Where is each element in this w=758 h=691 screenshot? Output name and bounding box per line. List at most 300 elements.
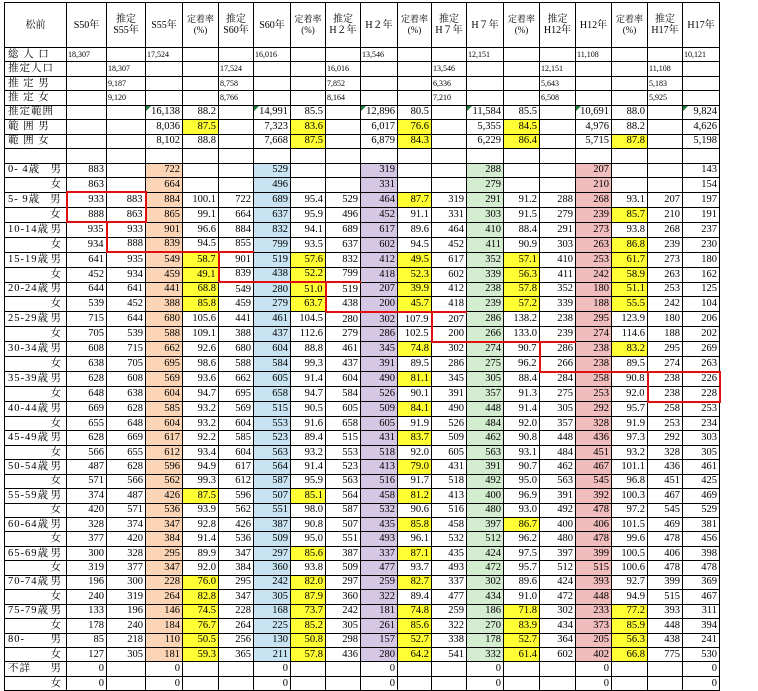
age-value: 200 [361, 297, 398, 312]
estimate-value: 16,016 [326, 62, 361, 76]
age-value: 357 [467, 387, 504, 402]
age-group-label [5, 633, 67, 647]
age-value: 424 [467, 546, 504, 560]
age-value: 436 [576, 431, 612, 445]
age-value: 96.2 [504, 532, 540, 546]
estimate-value [146, 62, 183, 76]
age-value [291, 177, 326, 192]
age-value: 85.7 [612, 207, 648, 222]
age-value [398, 676, 432, 690]
spacer-cell [432, 149, 467, 163]
age-value: 566 [107, 474, 146, 488]
age-value: 49.5 [398, 252, 432, 267]
age-value [648, 177, 683, 192]
age-value: 39.9 [398, 282, 432, 297]
range-value [648, 105, 683, 119]
age-value: 286 [361, 327, 398, 342]
age-value: 360 [326, 590, 361, 604]
sex-female-label: 女 [50, 388, 62, 400]
total-value [612, 48, 648, 62]
age-value: 61.7 [612, 252, 648, 267]
sex-male-label: 男 [50, 373, 62, 385]
range-value: 87.8 [612, 134, 648, 148]
range-value [648, 134, 683, 148]
age-value: 90.7 [504, 460, 540, 474]
total-value: 11,108 [576, 48, 612, 62]
estimate-value: 5,643 [540, 76, 576, 90]
estimate-value [291, 62, 326, 76]
age-value [612, 676, 648, 690]
age-value: 88.4 [504, 222, 540, 237]
age-value: 79.0 [398, 460, 432, 474]
estimate-value [398, 62, 432, 76]
age-value: 202 [683, 327, 720, 342]
age-value: 469 [648, 518, 683, 532]
age-value: 89.4 [291, 431, 326, 445]
age-value: 76.0 [183, 575, 219, 589]
age-value: 608 [67, 342, 107, 357]
age-value: 539 [107, 327, 146, 342]
age-value: 228 [219, 604, 254, 618]
age-value [612, 662, 648, 676]
age-value: 239 [540, 327, 576, 342]
range-value: 12,896 [361, 105, 398, 119]
spacer-cell [291, 149, 326, 163]
spacer-cell [107, 149, 146, 163]
age-value: 96.6 [183, 222, 219, 237]
estimate-value [398, 91, 432, 105]
total-value [291, 48, 326, 62]
estimate-value [612, 91, 648, 105]
age-value: 347 [219, 590, 254, 604]
sex-female-label: 女 [50, 328, 62, 340]
age-range-text: 60-64歳 [8, 518, 49, 530]
age-value: 438 [326, 297, 361, 312]
age-value: 901 [219, 252, 254, 267]
age-value: 303 [683, 431, 720, 445]
age-value: 456 [683, 532, 720, 546]
sex-male-label: 男 [50, 253, 62, 265]
age-value: 420 [107, 532, 146, 546]
age-value: 210 [648, 207, 683, 222]
age-value: 515 [576, 561, 612, 575]
spacer-cell [219, 149, 254, 163]
age-value: 57.2 [504, 297, 540, 312]
age-value: 437 [326, 357, 361, 372]
age-value: 637 [326, 237, 361, 252]
age-value: 279 [254, 297, 291, 312]
age-value: 452 [432, 237, 467, 252]
column-header: S55年 [146, 3, 183, 48]
age-value: 722 [219, 192, 254, 207]
range-value [540, 134, 576, 148]
age-value: 91.5 [504, 207, 540, 222]
age-value: 448 [648, 619, 683, 633]
age-value: 715 [107, 342, 146, 357]
age-value [648, 676, 683, 690]
age-value: 529 [683, 503, 720, 517]
age-value: 90.6 [398, 503, 432, 517]
age-value: 230 [683, 237, 720, 252]
age-value: 93.2 [183, 416, 219, 430]
age-value: 233 [576, 604, 612, 618]
age-value: 571 [107, 503, 146, 517]
age-value: 608 [107, 372, 146, 387]
age-group-label [5, 561, 67, 575]
estimate-value [67, 91, 107, 105]
age-value: 0 [254, 676, 291, 690]
age-value: 587 [326, 503, 361, 517]
estimate-value [254, 76, 291, 90]
age-value: 105.6 [183, 312, 219, 327]
range-value: 10,691 [576, 105, 612, 119]
age-value: 339 [540, 297, 576, 312]
age-value: 655 [67, 416, 107, 430]
age-value: 431 [432, 460, 467, 474]
age-value: 337 [432, 575, 467, 589]
estimate-value: 5,183 [648, 76, 683, 90]
age-group-label [5, 619, 67, 633]
age-value [648, 163, 683, 177]
age-value: 58.7 [183, 252, 219, 267]
age-value: 397 [540, 546, 576, 560]
age-value: 264 [146, 590, 183, 604]
age-value: 509 [326, 561, 361, 575]
age-value [432, 177, 467, 192]
age-value: 563 [540, 474, 576, 488]
age-value: 855 [219, 237, 254, 252]
estimate-value: 17,524 [219, 62, 254, 76]
age-value: 87.5 [183, 489, 219, 503]
range-value: 84.5 [504, 120, 540, 134]
column-header: 定着率 (%) [291, 3, 326, 48]
age-value: 228 [683, 387, 720, 402]
age-value: 319 [67, 561, 107, 575]
age-value: 91.7 [398, 474, 432, 488]
age-value [291, 662, 326, 676]
age-value: 96.8 [612, 474, 648, 488]
age-value: 596 [219, 489, 254, 503]
age-value: 94.9 [183, 460, 219, 474]
age-value: 507 [326, 518, 361, 532]
age-value: 238 [576, 357, 612, 372]
age-value: 258 [648, 402, 683, 417]
age-value: 85.6 [398, 619, 432, 633]
age-value: 0 [576, 662, 612, 676]
age-value: 319 [361, 163, 398, 177]
age-value: 64.2 [398, 647, 432, 661]
age-value: 532 [432, 532, 467, 546]
estimate-value [291, 91, 326, 105]
age-value: 90.1 [398, 387, 432, 402]
estimate-value [146, 76, 183, 90]
age-value: 571 [67, 474, 107, 488]
age-value: 286 [467, 312, 504, 327]
age-value: 322 [432, 619, 467, 633]
age-value: 188 [576, 297, 612, 312]
range-value [107, 105, 146, 119]
age-value: 186 [467, 604, 504, 618]
age-value: 628 [67, 372, 107, 387]
estimate-value [67, 62, 107, 76]
age-group-label [5, 445, 67, 459]
age-value: 394 [683, 619, 720, 633]
age-value: 0 [146, 676, 183, 690]
spacer-cell [540, 149, 576, 163]
age-value: 295 [576, 312, 612, 327]
age-group-label [5, 252, 67, 267]
age-value: 292 [576, 402, 612, 417]
total-value [219, 48, 254, 62]
row-label: 総 人 口 [5, 48, 67, 62]
sex-male-label: 男 [50, 283, 62, 295]
age-value: 628 [107, 402, 146, 417]
age-value: 516 [361, 474, 398, 488]
age-value: 178 [467, 633, 504, 647]
range-value: 83.6 [291, 120, 326, 134]
age-value: 83.7 [398, 431, 432, 445]
age-value [107, 662, 146, 676]
age-value: 240 [107, 619, 146, 633]
age-value: 93.2 [612, 445, 648, 459]
age-value: 604 [146, 387, 183, 402]
age-group-label [5, 177, 67, 192]
age-value: 274 [467, 342, 504, 357]
spacer-cell [361, 149, 398, 163]
age-value: 461 [254, 312, 291, 327]
age-value: 605 [326, 402, 361, 417]
column-header: 推定 S60年 [219, 3, 254, 48]
estimate-value: 9,120 [107, 91, 146, 105]
age-value: 588 [219, 357, 254, 372]
age-value: 84.1 [398, 402, 432, 417]
age-group-label [5, 267, 67, 282]
age-value: 303 [540, 237, 576, 252]
age-value: 110 [146, 633, 183, 647]
spacer-cell [146, 149, 183, 163]
age-value: 100.5 [612, 546, 648, 560]
spacer-cell [612, 149, 648, 163]
age-value: 50.8 [291, 633, 326, 647]
age-value: 181 [146, 647, 183, 661]
age-value: 263 [648, 267, 683, 282]
age-value: 292 [648, 431, 683, 445]
age-value: 398 [683, 546, 720, 560]
sex-male-label: 男 [50, 402, 62, 414]
sex-female-label: 女 [50, 533, 62, 545]
range-value: 87.5 [183, 120, 219, 134]
age-value: 52.3 [398, 267, 432, 282]
range-value [432, 120, 467, 134]
age-value: 96.9 [504, 489, 540, 503]
age-value: 57.8 [504, 282, 540, 297]
age-value: 459 [146, 267, 183, 282]
age-value: 832 [254, 222, 291, 237]
age-range-text: 40-44歳 [8, 402, 49, 414]
age-value: 331 [361, 177, 398, 192]
estimate-value: 12,151 [540, 62, 576, 76]
age-value: 94.7 [183, 387, 219, 402]
age-value: 397 [467, 518, 504, 532]
age-value: 83.9 [504, 619, 540, 633]
age-value: 302 [467, 575, 504, 589]
age-value [219, 177, 254, 192]
age-value: 884 [146, 192, 183, 207]
age-value: 298 [326, 633, 361, 647]
age-range-text: 70-74歳 [8, 576, 49, 588]
estimate-value [576, 76, 612, 90]
estimate-value: 11,108 [648, 62, 683, 76]
age-value: 196 [67, 575, 107, 589]
age-value: 410 [467, 222, 504, 237]
estimate-value [183, 62, 219, 76]
age-value: 865 [146, 207, 183, 222]
age-value: 239 [648, 237, 683, 252]
age-value: 263 [576, 237, 612, 252]
age-value: 628 [107, 460, 146, 474]
age-value: 302 [432, 342, 467, 357]
estimate-value [361, 76, 398, 90]
age-value: 425 [683, 474, 720, 488]
age-value: 388 [219, 327, 254, 342]
age-value: 85.8 [183, 297, 219, 312]
age-value: 863 [67, 177, 107, 192]
age-value: 664 [146, 177, 183, 192]
age-value: 381 [683, 518, 720, 532]
age-value: 435 [361, 518, 398, 532]
age-value [183, 662, 219, 676]
age-value: 472 [540, 590, 576, 604]
age-value: 237 [683, 222, 720, 237]
total-value [326, 48, 361, 62]
age-value: 51.0 [291, 282, 326, 297]
age-value: 605 [432, 445, 467, 459]
range-value: 7,323 [254, 120, 291, 134]
range-value: 88.2 [183, 105, 219, 119]
age-value: 584 [254, 357, 291, 372]
age-value: 269 [683, 342, 720, 357]
age-value: 93.1 [612, 192, 648, 207]
age-value: 91.0 [504, 590, 540, 604]
age-value: 242 [576, 267, 612, 282]
age-value: 539 [67, 297, 107, 312]
age-value: 242 [254, 575, 291, 589]
range-value [432, 105, 467, 119]
age-value: 492 [540, 503, 576, 517]
age-value: 77.2 [612, 604, 648, 618]
total-value [504, 48, 540, 62]
age-value: 883 [107, 192, 146, 207]
estimate-value [398, 76, 432, 90]
age-value: 101.1 [612, 460, 648, 474]
age-value: 45.7 [398, 297, 432, 312]
age-value: 604 [254, 342, 291, 357]
age-value: 100.6 [612, 561, 648, 575]
age-value: 347 [219, 546, 254, 560]
age-value: 467 [683, 590, 720, 604]
age-group-label [5, 546, 67, 560]
age-value: 512 [540, 561, 576, 575]
age-value [504, 177, 540, 192]
age-value: 545 [648, 503, 683, 517]
age-group-label [5, 372, 67, 387]
age-group-label [5, 676, 67, 690]
age-value: 602 [361, 237, 398, 252]
age-value: 55.5 [612, 297, 648, 312]
age-value: 884 [219, 222, 254, 237]
age-value: 90.9 [504, 237, 540, 252]
age-value: 234 [683, 416, 720, 430]
age-value: 612 [146, 445, 183, 459]
age-value: 305 [326, 619, 361, 633]
age-value: 393 [576, 575, 612, 589]
age-value: 605 [254, 372, 291, 387]
age-value: 617 [219, 460, 254, 474]
age-value: 644 [107, 312, 146, 327]
age-value: 93.8 [291, 561, 326, 575]
age-value: 239 [576, 207, 612, 222]
age-value: 90.8 [291, 518, 326, 532]
age-value: 411 [540, 267, 576, 282]
age-value: 57.1 [504, 252, 540, 267]
age-value: 96.2 [504, 357, 540, 372]
sex-female-label: 女 [50, 208, 62, 220]
age-value: 73.7 [291, 604, 326, 618]
age-value: 536 [219, 532, 254, 546]
age-value: 337 [361, 546, 398, 560]
age-value: 0 [467, 676, 504, 690]
age-value: 487 [107, 489, 146, 503]
age-value: 207 [576, 163, 612, 177]
age-value: 92.2 [183, 431, 219, 445]
age-value: 93.2 [291, 445, 326, 459]
range-value: 8,036 [146, 120, 183, 134]
age-value: 101.5 [612, 518, 648, 532]
age-value [432, 163, 467, 177]
age-range-text: 20-24歳 [8, 283, 49, 295]
age-value: 89.5 [612, 357, 648, 372]
sex-male-label: 男 [50, 223, 62, 235]
age-value: 85.9 [612, 619, 648, 633]
age-value: 604 [146, 416, 183, 430]
sex-male-label: 男 [50, 164, 62, 176]
age-value: 604 [219, 445, 254, 459]
age-value: 410 [540, 252, 576, 267]
age-value: 587 [254, 474, 291, 488]
age-value: 448 [576, 590, 612, 604]
age-value: 478 [576, 532, 612, 546]
age-value: 641 [107, 282, 146, 297]
age-value: 291 [540, 222, 576, 237]
age-value: 464 [432, 222, 467, 237]
estimate-value [183, 76, 219, 90]
age-value: 901 [146, 222, 183, 237]
age-value [326, 662, 361, 676]
age-value: 365 [219, 647, 254, 661]
age-value: 322 [361, 590, 398, 604]
age-value: 95.0 [504, 474, 540, 488]
column-header: 推定 H12年 [540, 3, 576, 48]
age-value: 280 [326, 312, 361, 327]
total-value: 17,524 [146, 48, 183, 62]
range-value: 9,824 [683, 105, 720, 119]
age-value: 99.3 [183, 474, 219, 488]
age-value: 92.7 [612, 575, 648, 589]
age-value: 0 [67, 676, 107, 690]
age-value: 280 [361, 647, 398, 661]
age-value: 259 [432, 604, 467, 618]
age-value: 452 [107, 297, 146, 312]
